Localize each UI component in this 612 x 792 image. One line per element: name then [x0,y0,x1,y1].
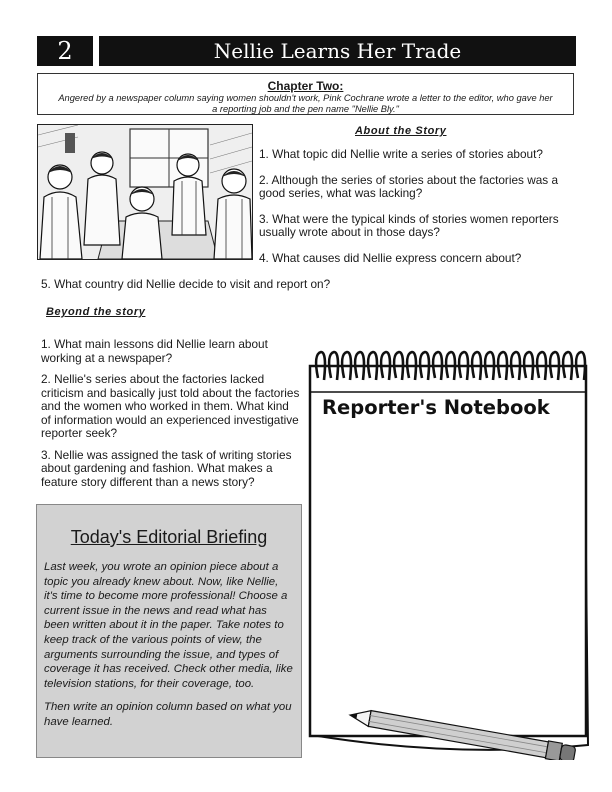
page-title: Nellie Learns Her Trade [99,36,576,66]
beyond-story-heading: Beyond the story [46,306,146,318]
beyond-question-3: 3. Nellie was assigned the task of writing stories about gardening and fashion. What makes a feature story different than a news story? [41,447,292,489]
question-4: 4. What causes did Nellie express concern about? [259,250,522,265]
question-3: 3. What were the typical kinds of stories women reporters usually wrote about in those days? [259,211,559,239]
chapter-summary: Angered by a newspaper column saying women shouldn't work, Pink Cochrane wrote a letter to the editor, who gave her a reporting job and the pen name "Nellie Bly." [58,93,553,114]
chapter-summary-box [37,73,574,115]
chapter-title: Chapter Two: [267,79,344,93]
beyond-story-questions [41,338,301,497]
notebook-title: Reporter's Notebook [322,396,550,419]
newsroom-sketch [38,125,252,259]
question-2: 2. Although the series of stories about the factories was a good series, what was lacking? [259,172,559,200]
question-1: 1. What topic did Nellie write a series of stories about? [259,147,543,161]
chapter-number: 2 [37,36,93,66]
question-5: 5. What country did Nellie decide to visit and report on? [41,277,331,291]
newsroom-illustration [37,124,253,260]
briefing-paragraph-2: Then write an opinion column based on what you have learned. [44,701,292,728]
editorial-briefing-box [36,504,302,758]
briefing-paragraph-1: Last week, you wrote an opinion piece about a topic you already knew about. Now, like Nellie, it's time to become more professional! Choose a current issue in the news and read what has been written about it in the paper. Take notes to keep track of the various points of view, the arguments surrounding the issue, and types of coverage it has received. Check other media, like television stations, for their coverage, too. [44,561,293,690]
beyond-question-2: 2. Nellie's series about the factories lacked criticism and basically just told about the factories and the women who worked in them. What kind of information would an experienced investigative reporter seek? [41,372,300,440]
briefing-title: Today's Editorial Briefing [70,527,268,547]
beyond-question-1: 1. What main lessons did Nellie learn about working at a newspaper? [41,337,268,365]
about-story-heading: About the Story [355,125,447,137]
about-story-questions [259,148,579,277]
